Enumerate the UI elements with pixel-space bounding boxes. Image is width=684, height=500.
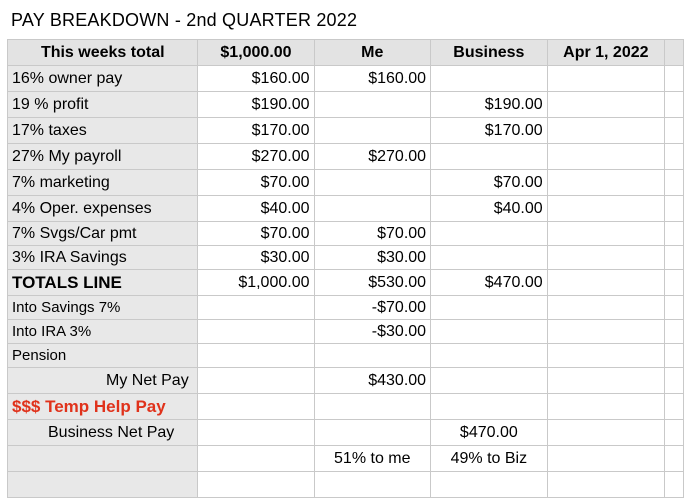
row-label[interactable]: TOTALS LINE: [8, 270, 198, 296]
table-row: [8, 344, 684, 368]
cell-total[interactable]: $40.00: [198, 196, 314, 222]
cell-total[interactable]: $70.00: [198, 222, 314, 246]
cell-total[interactable]: $170.00: [198, 118, 314, 144]
cell-business[interactable]: [431, 66, 548, 92]
cell-date[interactable]: [547, 222, 664, 246]
cell-date[interactable]: [547, 394, 664, 420]
row-label[interactable]: My Net Pay: [8, 368, 198, 394]
cell-business[interactable]: [431, 320, 548, 344]
cell-business[interactable]: $470.00: [431, 420, 548, 446]
cell-me[interactable]: $160.00: [314, 66, 431, 92]
cell-business[interactable]: $470.00: [431, 270, 548, 296]
cell-total[interactable]: $70.00: [198, 170, 314, 196]
header-row: [8, 40, 684, 66]
cell-business[interactable]: $190.00: [431, 92, 548, 118]
cell-extra[interactable]: [665, 420, 684, 446]
table-row-totals: [8, 270, 684, 296]
table-row: [8, 170, 684, 196]
cell-extra[interactable]: [665, 472, 684, 498]
table-row: [8, 394, 684, 420]
cell-date[interactable]: [547, 144, 664, 170]
cell-me[interactable]: [314, 394, 431, 420]
cell-extra[interactable]: [665, 446, 684, 472]
row-label[interactable]: Into IRA 3%: [8, 320, 198, 344]
table-row: [8, 368, 684, 394]
cell-date[interactable]: [547, 472, 664, 498]
cell-date[interactable]: [547, 344, 664, 368]
cell-date[interactable]: [547, 320, 664, 344]
cell-me[interactable]: $30.00: [314, 246, 431, 270]
row-label[interactable]: Pension: [8, 344, 198, 368]
cell-me[interactable]: [314, 92, 431, 118]
cell-business[interactable]: [431, 296, 548, 320]
table-row: [8, 320, 684, 344]
cell-extra[interactable]: [665, 66, 684, 92]
cell-extra[interactable]: [665, 320, 684, 344]
table-row: [8, 446, 684, 472]
header-cell-date[interactable]: Apr 1, 2022: [547, 40, 664, 66]
cell-extra[interactable]: [665, 296, 684, 320]
table-row: [8, 118, 684, 144]
table-row: [8, 66, 684, 92]
cell-extra[interactable]: [665, 92, 684, 118]
row-label[interactable]: 17% taxes: [8, 118, 198, 144]
cell-date[interactable]: [547, 170, 664, 196]
cell-business[interactable]: $170.00: [431, 118, 548, 144]
cell-total[interactable]: [198, 344, 314, 368]
row-label[interactable]: 7% marketing: [8, 170, 198, 196]
cell-date[interactable]: [547, 66, 664, 92]
cell-extra[interactable]: [665, 144, 684, 170]
row-label[interactable]: Business Net Pay: [8, 420, 198, 446]
table-row: [8, 420, 684, 446]
cell-extra[interactable]: [665, 222, 684, 246]
cell-date[interactable]: [547, 270, 664, 296]
cell-business[interactable]: [431, 222, 548, 246]
cell-total[interactable]: $1,000.00: [198, 270, 314, 296]
page-title: PAY BREAKDOWN - 2nd QUARTER 2022: [11, 10, 358, 30]
table-row: [8, 144, 684, 170]
cell-total[interactable]: [198, 394, 314, 420]
cell-date[interactable]: [547, 368, 664, 394]
cell-me[interactable]: $530.00: [314, 270, 431, 296]
cell-business[interactable]: [431, 144, 548, 170]
cell-me[interactable]: -$70.00: [314, 296, 431, 320]
table-row: [8, 246, 684, 270]
cell-total[interactable]: $160.00: [198, 66, 314, 92]
cell-me[interactable]: [314, 118, 431, 144]
pay-breakdown-table: [7, 39, 684, 498]
cell-date[interactable]: [547, 420, 664, 446]
cell-extra[interactable]: [665, 118, 684, 144]
cell-date[interactable]: [547, 296, 664, 320]
cell-me[interactable]: [314, 472, 431, 498]
header-cell-extra[interactable]: [665, 40, 684, 66]
cell-business[interactable]: [431, 368, 548, 394]
cell-total[interactable]: $30.00: [198, 246, 314, 270]
table-row: [8, 222, 684, 246]
cell-business[interactable]: [431, 472, 548, 498]
cell-me[interactable]: 51% to me: [314, 446, 431, 472]
header-cell-me[interactable]: Me: [314, 40, 431, 66]
table-row: [8, 296, 684, 320]
cell-extra[interactable]: [665, 344, 684, 368]
row-label[interactable]: $$$ Temp Help Pay: [8, 394, 198, 420]
cell-total[interactable]: [198, 446, 314, 472]
row-label[interactable]: 16% owner pay: [8, 66, 198, 92]
cell-total[interactable]: [198, 472, 314, 498]
cell-me[interactable]: [314, 196, 431, 222]
cell-me[interactable]: [314, 344, 431, 368]
cell-date[interactable]: [547, 118, 664, 144]
cell-me[interactable]: [314, 420, 431, 446]
cell-total[interactable]: [198, 296, 314, 320]
cell-business[interactable]: [431, 394, 548, 420]
cell-date[interactable]: [547, 92, 664, 118]
table-row: [8, 472, 684, 498]
cell-extra[interactable]: [665, 368, 684, 394]
header-cell-total[interactable]: $1,000.00: [198, 40, 314, 66]
cell-extra[interactable]: [665, 270, 684, 296]
row-label[interactable]: [8, 472, 198, 498]
table-row: [8, 92, 684, 118]
cell-me[interactable]: $70.00: [314, 222, 431, 246]
cell-business[interactable]: $40.00: [431, 196, 548, 222]
cell-business[interactable]: [431, 246, 548, 270]
cell-total[interactable]: $270.00: [198, 144, 314, 170]
cell-total[interactable]: [198, 368, 314, 394]
row-label[interactable]: 4% Oper. expenses: [8, 196, 198, 222]
row-label[interactable]: 3% IRA Savings: [8, 246, 198, 270]
cell-business[interactable]: $70.00: [431, 170, 548, 196]
cell-total[interactable]: [198, 420, 314, 446]
row-label[interactable]: 7% Svgs/Car pmt: [8, 222, 198, 246]
cell-business[interactable]: [431, 344, 548, 368]
cell-extra[interactable]: [665, 196, 684, 222]
table-row: [8, 196, 684, 222]
header-cell-label[interactable]: This weeks total: [8, 40, 198, 66]
cell-extra[interactable]: [665, 246, 684, 270]
row-label[interactable]: Into Savings 7%: [8, 296, 198, 320]
cell-extra[interactable]: [665, 394, 684, 420]
cell-me[interactable]: [314, 170, 431, 196]
cell-date[interactable]: [547, 196, 664, 222]
header-cell-business[interactable]: Business: [431, 40, 548, 66]
cell-me[interactable]: -$30.00: [314, 320, 431, 344]
cell-date[interactable]: [547, 246, 664, 270]
cell-extra[interactable]: [665, 170, 684, 196]
cell-total[interactable]: [198, 320, 314, 344]
cell-date[interactable]: [547, 446, 664, 472]
cell-me[interactable]: $430.00: [314, 368, 431, 394]
row-label[interactable]: 27% My payroll: [8, 144, 198, 170]
cell-total[interactable]: $190.00: [198, 92, 314, 118]
row-label[interactable]: [8, 446, 198, 472]
cell-me[interactable]: $270.00: [314, 144, 431, 170]
row-label[interactable]: 19 % profit: [8, 92, 198, 118]
cell-business[interactable]: 49% to Biz: [431, 446, 548, 472]
